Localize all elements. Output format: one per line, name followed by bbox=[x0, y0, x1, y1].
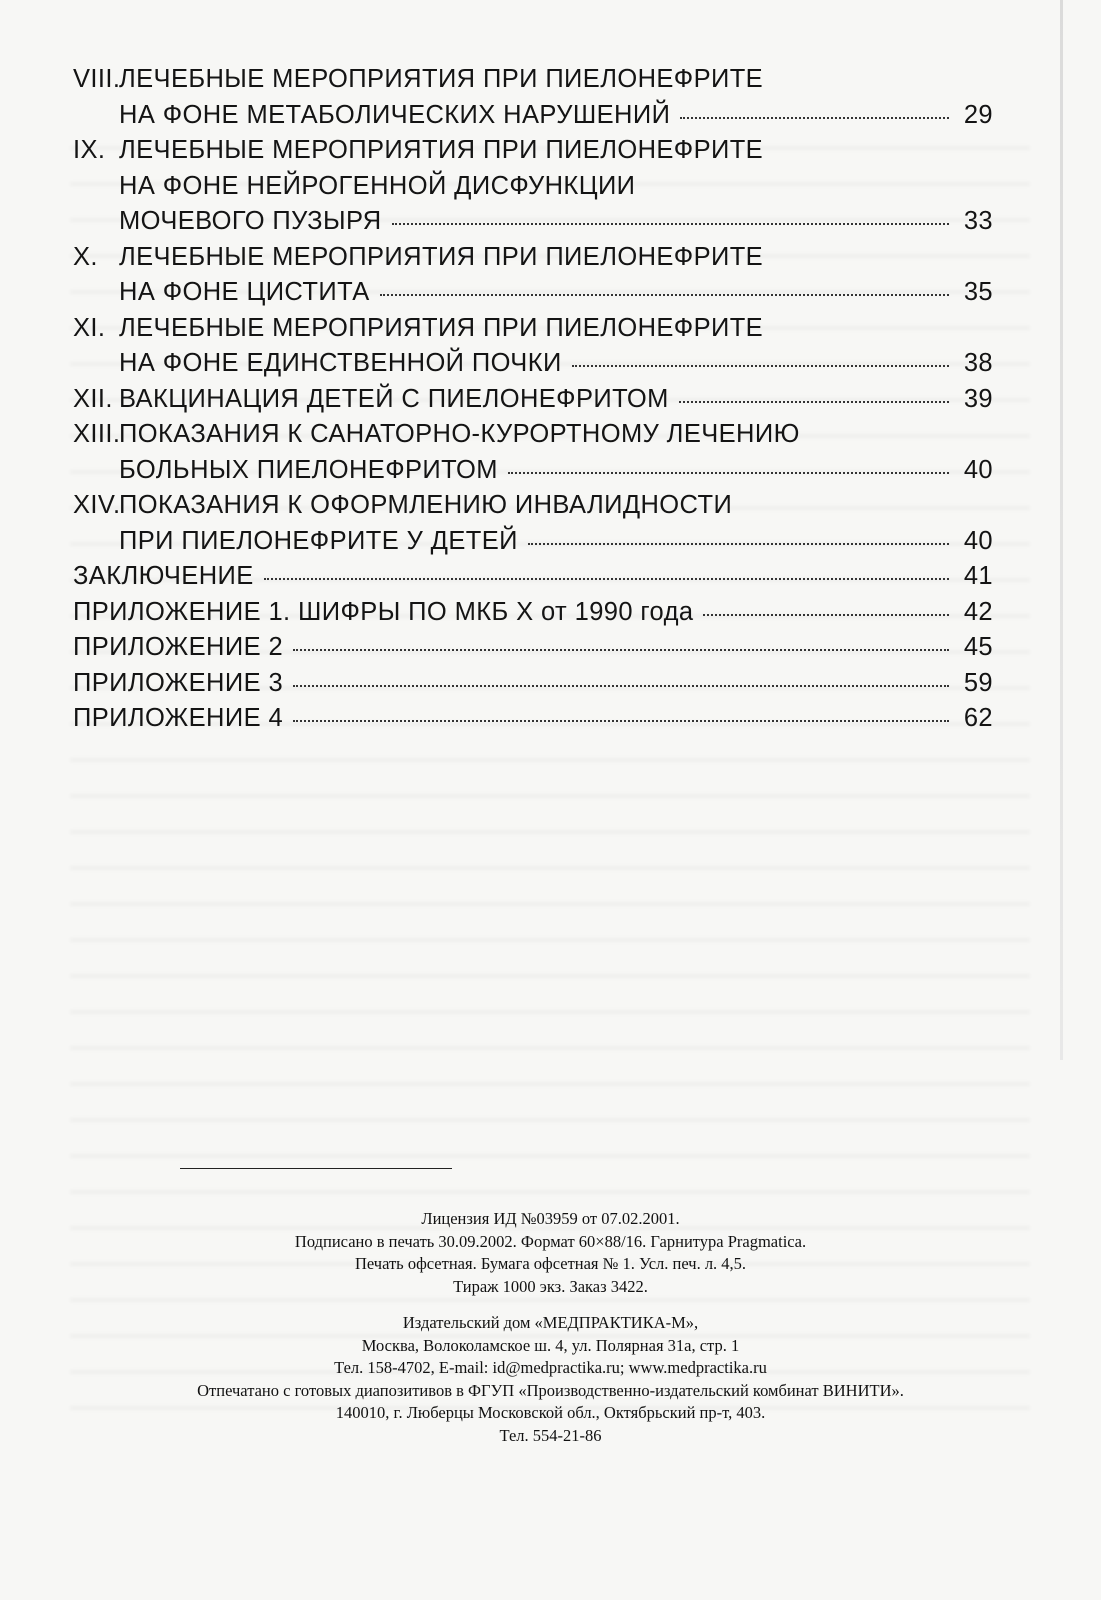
dot-leader bbox=[703, 608, 949, 616]
toc-entry bbox=[73, 559, 993, 595]
dot-leader bbox=[392, 217, 949, 225]
toc-title-line: ЛЕЧЕБНЫЕ МЕРОПРИЯТИЯ ПРИ ПИЕЛОНЕФРИТЕ bbox=[119, 313, 764, 342]
toc-chapter-number: VIII. bbox=[73, 65, 121, 93]
toc-page-number: 41 bbox=[963, 562, 993, 590]
toc-title-line: ПОКАЗАНИЯ К САНАТОРНО-КУРОРТНОМУ ЛЕЧЕНИЮ bbox=[119, 420, 800, 448]
toc-entry bbox=[73, 311, 993, 382]
toc-entry bbox=[73, 382, 993, 418]
footnote-rule bbox=[180, 1168, 452, 1169]
imprint-line: Издательский дом «МЕДПРАКТИКА-М», bbox=[402, 1313, 699, 1332]
toc-title-line: ПРИ ПИЕЛОНЕФРИТЕ У ДЕТЕЙ bbox=[119, 526, 518, 555]
toc-chapter-number: XI. bbox=[73, 313, 106, 342]
imprint-publisher-block bbox=[0, 1312, 1101, 1447]
dot-leader bbox=[572, 359, 949, 367]
toc-entry bbox=[73, 488, 993, 559]
toc-chapter-number: IX. bbox=[73, 136, 106, 164]
imprint-line: Тираж 1000 экз. Заказ 3422. bbox=[453, 1276, 648, 1296]
imprint-line: Отпечатано с готовых диапозитивов в ФГУП «Производственно-издательский комбинат ВИНИТИ». bbox=[197, 1380, 904, 1400]
toc-entry bbox=[73, 595, 993, 631]
toc-title-line: ВАКЦИНАЦИЯ ДЕТЕЙ С ПИЕЛОНЕФРИТОМ bbox=[119, 384, 669, 413]
toc-title-line: ПРИЛОЖЕНИЕ 2 bbox=[73, 633, 284, 661]
toc-entry bbox=[73, 62, 993, 133]
dot-leader bbox=[680, 111, 949, 119]
table-of-contents bbox=[73, 62, 993, 737]
toc-entry bbox=[73, 133, 993, 240]
toc-page-number: 42 bbox=[963, 597, 993, 626]
dot-leader bbox=[293, 714, 949, 722]
toc-title-line: МОЧЕВОГО ПУЗЫРЯ bbox=[119, 207, 382, 235]
imprint-line: Подписано в печать 30.09.2002. Формат 60×88/16. Гарнитура Pragmatica. bbox=[294, 1231, 807, 1251]
toc-title-line: ЗАКЛЮЧЕНИЕ bbox=[73, 562, 254, 590]
imprint-line: Москва, Волоколамское ш. 4, ул. Полярная 31а, стр. 1 bbox=[361, 1335, 740, 1355]
toc-page-number: 35 bbox=[963, 278, 993, 306]
dot-leader bbox=[264, 572, 949, 580]
imprint-license-block bbox=[0, 1208, 1101, 1298]
toc-title-line: ЛЕЧЕБНЫЕ МЕРОПРИЯТИЯ ПРИ ПИЕЛОНЕФРИТЕ bbox=[119, 136, 764, 164]
toc-entry bbox=[73, 417, 993, 488]
toc-chapter-number: XII. bbox=[73, 384, 113, 413]
toc-page-number: 59 bbox=[963, 668, 993, 697]
toc-page-number: 62 bbox=[963, 704, 993, 732]
toc-title-line: НА ФОНЕ ЦИСТИТА bbox=[119, 278, 370, 306]
toc-chapter-number: XIII. bbox=[73, 420, 121, 448]
toc-page-number: 29 bbox=[963, 100, 993, 129]
page-edge-shadow bbox=[1060, 0, 1063, 1060]
toc-entry bbox=[73, 701, 993, 737]
toc-title-line: НА ФОНЕ ЕДИНСТВЕННОЙ ПОЧКИ bbox=[119, 349, 562, 377]
toc-entry bbox=[73, 240, 993, 311]
toc-chapter-number: XIV. bbox=[73, 491, 121, 519]
toc-page-number: 40 bbox=[963, 526, 993, 555]
imprint-block bbox=[0, 1208, 1101, 1447]
toc-entry bbox=[73, 630, 993, 666]
toc-page-number: 33 bbox=[963, 207, 993, 235]
dot-leader bbox=[380, 288, 949, 296]
toc-page-number: 40 bbox=[963, 455, 993, 484]
toc-title-line: БОЛЬНЫХ ПИЕЛОНЕФРИТОМ bbox=[119, 455, 498, 484]
dot-leader bbox=[528, 537, 949, 545]
toc-title-line: НА ФОНЕ НЕЙРОГЕННОЙ ДИСФУНКЦИИ bbox=[119, 171, 636, 200]
toc-page-number: 38 bbox=[963, 349, 993, 377]
toc-page-number: 39 bbox=[963, 384, 993, 413]
toc-title-line: ЛЕЧЕБНЫЕ МЕРОПРИЯТИЯ ПРИ ПИЕЛОНЕФРИТЕ bbox=[119, 65, 764, 93]
dot-leader bbox=[293, 679, 949, 687]
toc-page-number: 45 bbox=[963, 633, 993, 661]
imprint-line: Тел. 158-4702, E-mail: id@medpractika.ru; www.medpractika.ru bbox=[334, 1358, 767, 1377]
imprint-line: Лицензия ИД №03959 от 07.02.2001. bbox=[421, 1209, 680, 1228]
toc-title-line: НА ФОНЕ МЕТАБОЛИЧЕСКИХ НАРУШЕНИЙ bbox=[119, 100, 671, 129]
toc-entry bbox=[73, 666, 993, 702]
toc-title-line: ПРИЛОЖЕНИЕ 3 bbox=[73, 668, 284, 697]
toc-title-line: ПРИЛОЖЕНИЕ 4 bbox=[73, 704, 284, 732]
toc-title-line: ЛЕЧЕБНЫЕ МЕРОПРИЯТИЯ ПРИ ПИЕЛОНЕФРИТЕ bbox=[119, 242, 764, 271]
imprint-line: Тел. 554-21-86 bbox=[499, 1425, 602, 1445]
toc-title-line: ПОКАЗАНИЯ К ОФОРМЛЕНИЮ ИНВАЛИДНОСТИ bbox=[119, 491, 733, 519]
dot-leader bbox=[508, 466, 949, 474]
dot-leader bbox=[293, 643, 949, 651]
dot-leader bbox=[679, 395, 949, 403]
toc-chapter-number: X. bbox=[73, 242, 98, 271]
toc-title-line: ПРИЛОЖЕНИЕ 1. ШИФРЫ ПО МКБ X от 1990 года bbox=[73, 597, 694, 626]
imprint-line: 140010, г. Люберцы Московской обл., Октябрьский пр-т, 403. bbox=[335, 1403, 766, 1422]
imprint-line: Печать офсетная. Бумага офсетная № 1. Усл. печ. л. 4,5. bbox=[354, 1254, 747, 1273]
